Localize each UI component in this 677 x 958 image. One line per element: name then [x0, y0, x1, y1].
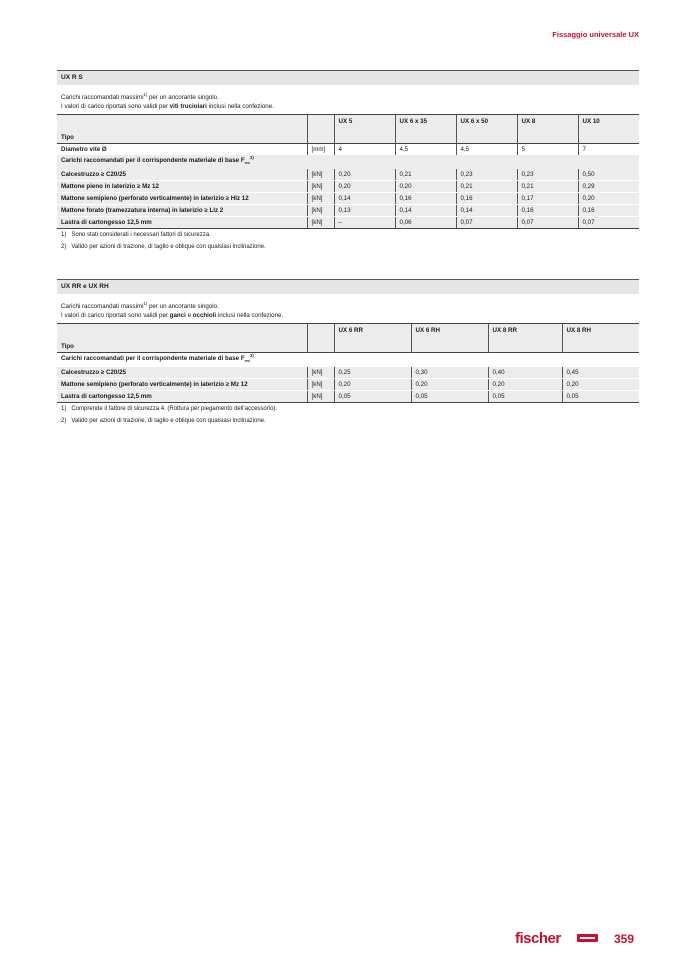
intro-bold: occhioli	[192, 311, 217, 319]
cell-value: 0,23	[456, 169, 517, 181]
cell-value: 0,45	[562, 367, 639, 379]
footnote: 2) Valido per azioni di trazione, di taglio e oblique con qualsiasi inclinazione.	[61, 418, 266, 425]
cell-value: 4,5	[395, 144, 456, 156]
section-ux-r-s	[57, 70, 639, 255]
row-unit: [kN]	[307, 205, 334, 217]
cell-value: 0,05	[562, 391, 639, 403]
cell-value: 5	[517, 144, 578, 156]
tipo-label: Tipo	[57, 338, 307, 353]
table-header-row	[57, 324, 639, 339]
intro-text: inclusi nella confezione.	[206, 102, 274, 110]
cell-value: 0,21	[456, 181, 517, 193]
cell-value: 0,16	[517, 205, 578, 217]
fischer-logo-mark-icon	[577, 934, 598, 942]
table-subheader-row	[57, 353, 639, 368]
row-label: Mattone pieno in laterizio ≥ Mz 12	[57, 181, 307, 193]
column-header: UX 6 x 50	[456, 115, 517, 130]
cell-value: 4,5	[456, 144, 517, 156]
table-row	[57, 391, 639, 403]
cell-value: 0,16	[578, 205, 639, 217]
row-unit: [kN]	[307, 169, 334, 181]
cell-value: 0,20	[562, 379, 639, 391]
footnotes	[57, 229, 639, 251]
intro-bold: viti truciolari	[169, 102, 207, 110]
cell-value: 0,21	[395, 169, 456, 181]
table-row	[57, 181, 639, 193]
row-unit: [kN]	[307, 217, 334, 229]
row-label: Calcestruzzo ≥ C20/25	[57, 169, 307, 181]
footnote: 2) Valido per azioni di trazione, di taglio e oblique con qualsiasi inclinazione.	[61, 244, 266, 251]
cell-value: 0,20	[488, 379, 562, 391]
intro-text: Carichi raccomandati massimi	[61, 94, 144, 101]
intro-text: e	[185, 311, 193, 319]
footnotes	[57, 403, 639, 425]
fischer-logo: fischer	[515, 930, 561, 947]
cell-value: 0,40	[488, 367, 562, 379]
table-header-row	[57, 115, 639, 130]
intro-text: I valori di carico riportati sono validi per	[61, 102, 170, 110]
table-row	[57, 367, 639, 379]
load-table-ux-rr-rh	[57, 323, 639, 403]
row-label: Lastra di cartongesso 12,5 mm	[57, 391, 307, 403]
column-header: UX 5	[334, 115, 395, 130]
cell-value: 0,16	[395, 193, 456, 205]
cell-value: 0,29	[578, 181, 639, 193]
table-row	[57, 217, 639, 229]
table-row	[57, 169, 639, 181]
intro-bold: ganci	[169, 311, 186, 319]
cell-value: 4	[334, 144, 395, 156]
intro-text: per un ancorante singolo.	[147, 94, 219, 101]
cell-value: 0,25	[334, 367, 411, 379]
cell-value: 0,05	[488, 391, 562, 403]
cell-value: 0,23	[517, 169, 578, 181]
table-row	[57, 205, 639, 217]
footnote: 1) Comprende il fattore di sicurezza 4. (Rottura per piegamento dell’accessorio).	[61, 406, 278, 413]
row-label: Mattone semipieno (perforato verticalmente) in laterizio ≥ Mz 12	[57, 379, 307, 391]
column-header: UX 10	[578, 115, 639, 130]
cell-value: 0,07	[456, 217, 517, 229]
section-ux-rr-rh	[57, 279, 639, 429]
section-title: UX R S	[57, 70, 639, 85]
cell-value: 0,20	[411, 379, 488, 391]
tipo-label: Tipo	[57, 129, 307, 144]
page-number: 359	[614, 932, 635, 946]
table-tipo-row	[57, 338, 639, 353]
cell-value: 0,20	[334, 379, 411, 391]
table-subheader-row	[57, 155, 639, 169]
row-unit: [kN]	[307, 391, 334, 403]
intro-text: Carichi raccomandati massimi	[61, 303, 144, 310]
table-row	[57, 193, 639, 205]
cell-value: 0,14	[395, 205, 456, 217]
cell-value: 0,07	[578, 217, 639, 229]
cell-value: 0,06	[395, 217, 456, 229]
cell-value: 0,21	[517, 181, 578, 193]
column-header: UX 8 RH	[562, 324, 639, 339]
cell-value: 0,20	[395, 181, 456, 193]
cell-value: –	[334, 217, 395, 229]
section-title: UX RR e UX RH	[57, 279, 639, 294]
cell-value: 0,05	[334, 391, 411, 403]
cell-value: 7	[578, 144, 639, 156]
row-label: Mattone forato (tramezzatura interna) in laterizio ≥ Llz 2	[57, 205, 307, 217]
table-row	[57, 379, 639, 391]
row-unit: [mm]	[307, 144, 334, 156]
cell-value: 0,14	[334, 193, 395, 205]
section-intro	[57, 294, 639, 320]
row-unit: [kN]	[307, 181, 334, 193]
row-unit: [kN]	[307, 193, 334, 205]
cell-value: 0,30	[411, 367, 488, 379]
row-unit: [kN]	[307, 367, 334, 379]
cell-value: 0,20	[578, 193, 639, 205]
cell-value: 0,05	[411, 391, 488, 403]
column-header: UX 6 RH	[411, 324, 488, 339]
cell-value: 0,14	[456, 205, 517, 217]
row-label: Diametro vite Ø	[57, 144, 307, 156]
row-unit: [kN]	[307, 379, 334, 391]
cell-value: 0,50	[578, 169, 639, 181]
column-header: UX 8 RR	[488, 324, 562, 339]
footnote: 1) Sono stati considerati i necessari fattori di sicurezza.	[61, 232, 211, 239]
cell-value: 0,20	[334, 169, 395, 181]
row-label: Calcestruzzo ≥ C20/25	[57, 367, 307, 379]
row-label: Lastra di cartongesso 12,5 mm	[57, 217, 307, 229]
load-table-ux-r-s	[57, 114, 639, 229]
cell-value: 0,13	[334, 205, 395, 217]
intro-text: per un ancorante singolo.	[147, 303, 219, 310]
cell-value: 0,16	[456, 193, 517, 205]
column-header: UX 6 x 35	[395, 115, 456, 130]
cell-value: 0,07	[517, 217, 578, 229]
intro-text: I valori di carico riportati sono validi per	[61, 311, 170, 319]
column-header: UX 6 RR	[334, 324, 411, 339]
footnote-ref: 1)	[143, 91, 148, 97]
footnote-ref: 1)	[143, 300, 148, 306]
column-header: UX 8	[517, 115, 578, 130]
section-intro	[57, 85, 639, 111]
table-tipo-row	[57, 129, 639, 144]
table-row	[57, 144, 639, 156]
intro-text: inclusi nella confezione.	[216, 311, 284, 319]
page-header-title: Fissaggio universale UX	[552, 30, 639, 39]
cell-value: 0,20	[334, 181, 395, 193]
row-label: Mattone semipieno (perforato verticalmente) in laterizio ≥ Hlz 12	[57, 193, 307, 205]
cell-value: 0,17	[517, 193, 578, 205]
loads-subheader: Carichi raccomandati per il corrispondente materiale di base $F_{rec}^{2)}$	[57, 353, 639, 368]
loads-subheader: Carichi raccomandati per il corrispondente materiale di base $F_{rec}^{2)}$	[57, 155, 639, 169]
